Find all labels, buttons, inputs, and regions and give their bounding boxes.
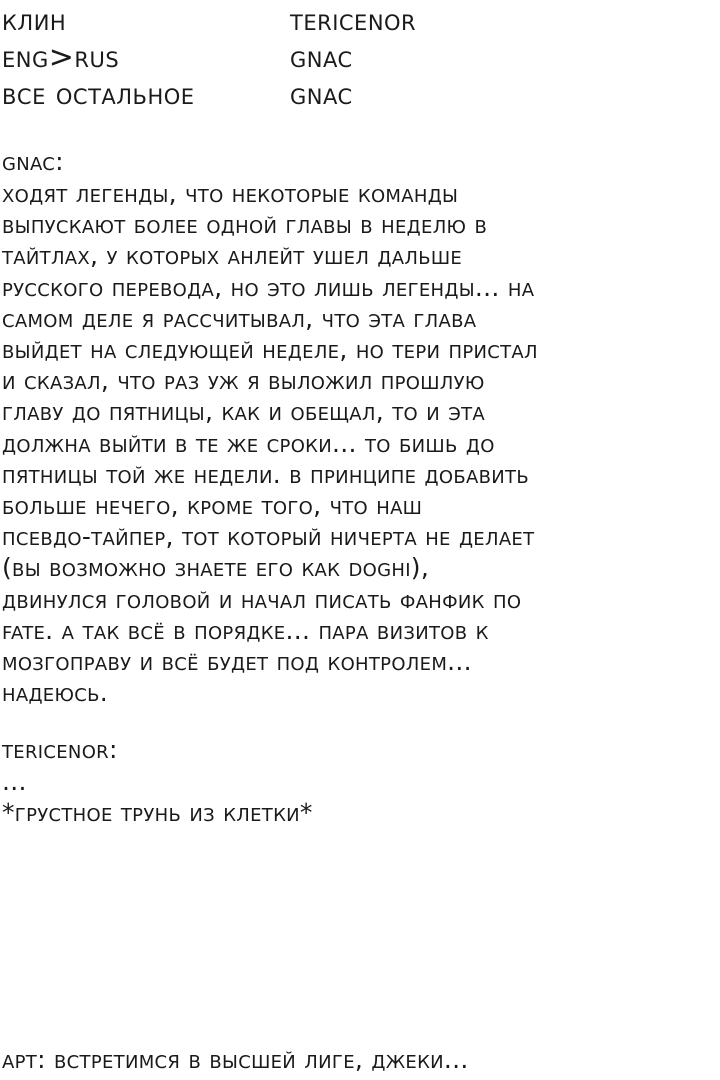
note-line: больше нечего, кроме того, что наш	[2, 491, 423, 521]
credit-row-clean	[2, 2, 702, 39]
note-line: должна выйти в те же сроки... то бишь до	[2, 428, 495, 458]
gnac-speaker-label: gnac:	[2, 147, 64, 176]
note-line: двинулся головой и начал писать фанфик по	[2, 584, 522, 614]
note-line: fate. а так всё в порядке... пара визитов к	[2, 615, 489, 645]
credit-name: gnac	[290, 77, 353, 112]
tericenor-speaker-label: tericenor:	[2, 735, 118, 764]
note-line: самом деле я рассчитывал, что эта глава	[2, 303, 477, 333]
note-line: ходят легенды, что некоторые команды	[2, 179, 459, 208]
note-line: и сказал, что раз уж я выложил прошлую	[2, 366, 485, 396]
note-line: надеюсь.	[2, 678, 108, 708]
note-line: тайтлах, у которых анлейт ушел дальше	[2, 241, 463, 271]
credit-role: все остальное	[2, 77, 195, 112]
note-line: псевдо-тайпер, тот который ничерта не делает	[2, 522, 535, 552]
gnac-note-text	[2, 178, 710, 708]
credit-name: gnac	[290, 40, 353, 75]
note-line: выпускают более одной главы в неделю в	[2, 210, 488, 240]
note-line: русского перевода, но это лишь легенды... на	[2, 272, 535, 302]
credit-role: eng>rus	[2, 40, 120, 75]
credit-row-everything-else	[2, 76, 702, 113]
credit-row-translation	[2, 39, 702, 76]
note-line: (вы возможно знаете его как doghi),	[2, 553, 430, 583]
art-footer: арт: встретимся в высшей лиге, джеки...	[2, 1045, 469, 1074]
credit-name: tericenor	[290, 3, 417, 38]
tericenor-note-text	[2, 766, 710, 828]
note-line: мозгоправу и всё будет под контролем...	[2, 647, 472, 677]
note-line: ...	[2, 767, 27, 796]
note-line: *грустное трунь из клетки*	[2, 798, 313, 828]
credit-role: клин	[2, 3, 67, 38]
gnac-note	[2, 146, 710, 708]
tericenor-note	[2, 734, 710, 828]
note-line: пятницы той же недели. в принципе добавить	[2, 459, 529, 489]
note-line: главу до пятницы, как и обещал, то и эта	[2, 397, 486, 427]
credits-list	[2, 2, 702, 113]
note-line: выйдет на следующей неделе, но тери пристал	[2, 335, 538, 365]
